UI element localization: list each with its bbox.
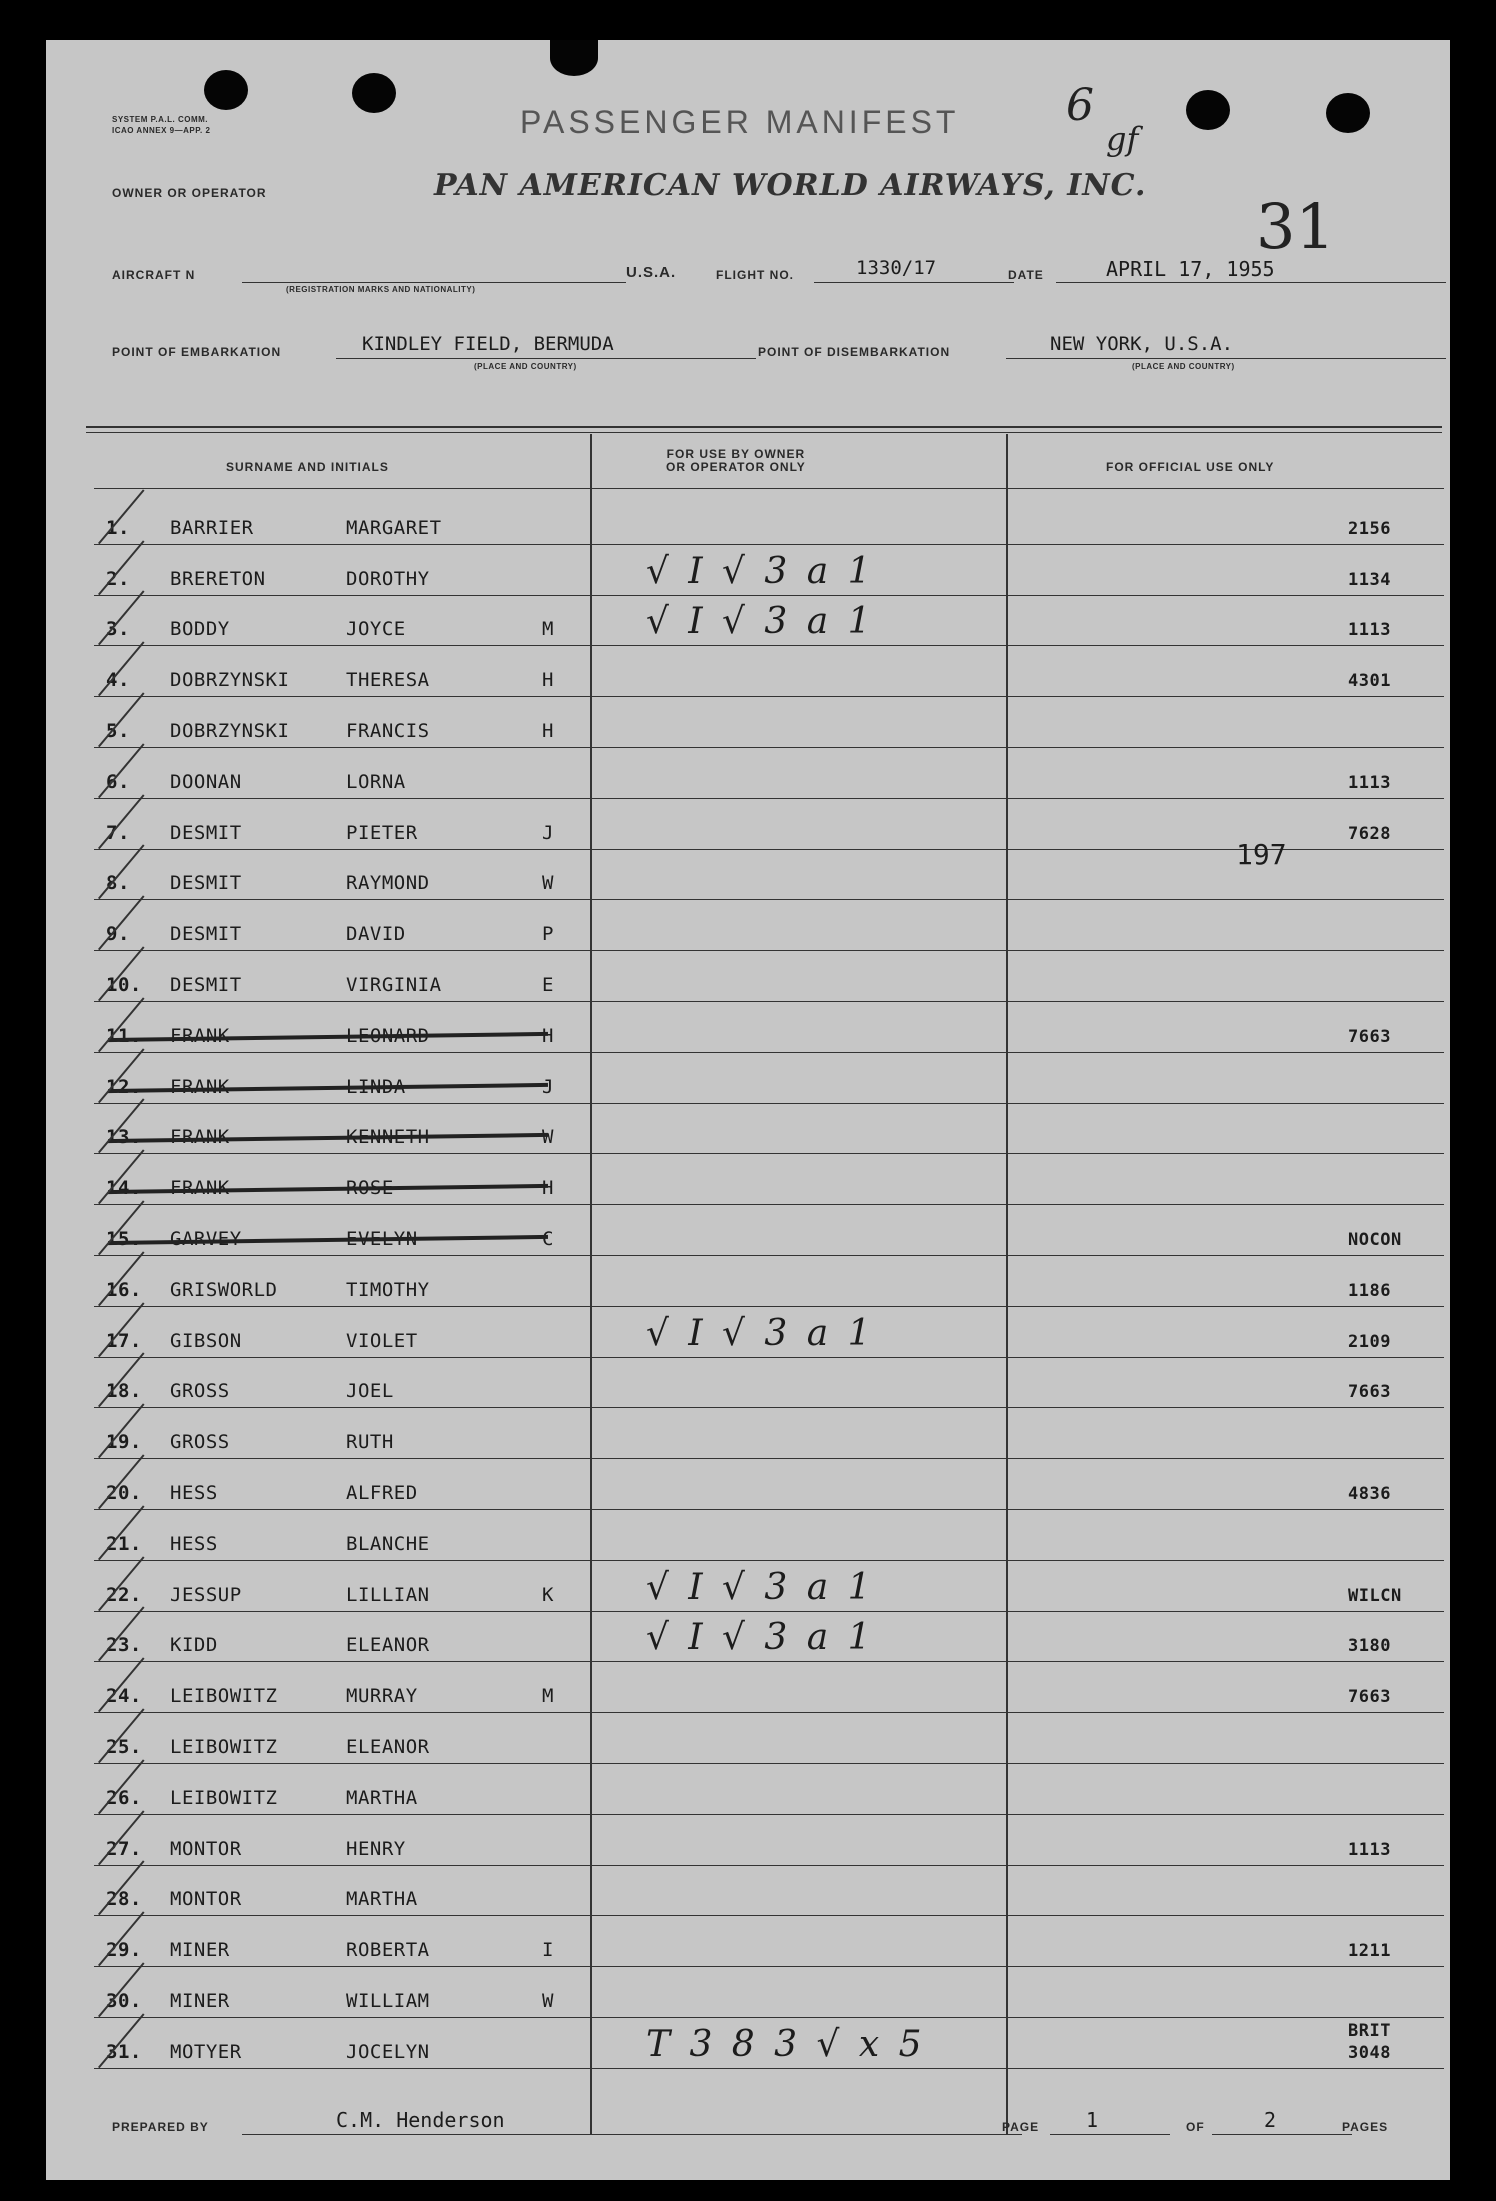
disembark-line [1006,358,1446,359]
passenger-surname: LEIBOWITZ [170,1735,278,1758]
table-top-rule2 [86,432,1442,433]
row-number: 27. [106,1837,142,1860]
embark-label: POINT OF EMBARKATION [112,345,282,359]
row-number: 7. [106,821,130,844]
passenger-initial: J [542,821,554,844]
prepared-line [242,2134,1022,2135]
corner-initials: gf [1106,120,1139,158]
official-code: 1211 [1348,1941,1391,1962]
official-code: 7663 [1348,1026,1391,1047]
row-number: 18. [106,1380,142,1403]
passenger-given-name: BLANCHE [346,1532,430,1555]
punch-hole-icon [204,70,248,110]
passenger-surname: DOBRZYNSKI [170,669,290,692]
official-code: NOCON [1348,1229,1402,1250]
table-row [46,1764,1450,1815]
owner-note: √ I √ 3 a 1 [646,1312,875,1354]
passenger-surname: JESSUP [170,1583,242,1606]
passenger-surname: KIDD [170,1634,218,1657]
row-number: 5. [106,719,130,742]
passenger-count: 31 [1256,190,1335,263]
official-code: WILCN [1348,1585,1402,1606]
passenger-given-name: KENNETH [346,1126,430,1149]
passenger-initial: I [542,1939,554,1962]
official-code: 1113 [1348,1839,1391,1860]
table-row [46,1662,1450,1713]
table-row [46,596,1450,647]
header-bottom-rule [94,488,1444,489]
row-number: 17. [106,1329,142,1352]
passenger-initial: W [542,1989,554,2012]
passenger-given-name: MURRAY [346,1685,418,1708]
table-row [46,1561,1450,1612]
row-number: 6. [106,770,130,793]
column-header-surname: SURNAME AND INITIALS [226,460,389,474]
passenger-initial: J [542,1075,554,1098]
table-row [46,646,1450,697]
official-code: 7663 [1348,1382,1391,1403]
column-header-owner-line1: FOR USE BY OWNER [666,447,806,461]
row-number: 14. [106,1177,142,1200]
owner-note: √ I √ 3 a 1 [646,601,875,643]
passenger-initial: W [542,872,554,895]
passenger-surname: GIBSON [170,1329,242,1352]
registration-caption: (REGISTRATION MARKS AND NATIONALITY) [286,285,476,294]
table-row [46,1510,1450,1561]
disembark-value: NEW YORK, U.S.A. [1050,333,1234,355]
official-code: 2156 [1348,518,1391,539]
passenger-surname: DESMIT [170,973,242,996]
passenger-surname: FRANK [170,1024,230,1047]
table-row [46,1408,1450,1459]
passenger-given-name: LINDA [346,1075,406,1098]
owner-value: PAN AMERICAN WORLD AIRWAYS, INC. [434,168,1147,203]
table-row [46,1154,1450,1205]
official-code: 4301 [1348,671,1391,692]
table-row [46,1916,1450,1967]
nationality: U.S.A. [626,264,677,281]
table-row [46,1104,1450,1155]
passenger-given-name: DOROTHY [346,567,430,590]
passenger-given-name: LEONARD [346,1024,430,1047]
table-row [46,1866,1450,1917]
row-number: 22. [106,1583,142,1606]
passenger-initial: H [542,669,554,692]
passenger-initial: E [542,973,554,996]
passenger-initial: W [542,1126,554,1149]
owner-label: OWNER OR OPERATOR [112,186,267,200]
passenger-given-name: MARTHA [346,1888,418,1911]
page-label: PAGE [1002,2120,1040,2134]
official-code: 2109 [1348,1331,1391,1352]
official-code: 3180 [1348,1636,1391,1657]
row-number: 19. [106,1431,142,1454]
row-number: 13. [106,1126,142,1149]
official-code: 7663 [1348,1687,1391,1708]
official-code-top: BRIT [1348,2020,1391,2041]
passenger-surname: GROSS [170,1380,230,1403]
passenger-surname: HESS [170,1532,218,1555]
passenger-surname: GARVEY [170,1227,242,1250]
page-total: 2 [1264,2108,1277,2132]
passenger-surname: DESMIT [170,821,242,844]
row-number: 3. [106,618,130,641]
row-number: 26. [106,1786,142,1809]
passenger-initial: K [542,1583,554,1606]
passenger-given-name: TIMOTHY [346,1278,430,1301]
passenger-surname: LEIBOWITZ [170,1786,278,1809]
official-code: 1186 [1348,1280,1391,1301]
row-number: 11. [106,1024,142,1047]
row-number: 10. [106,973,142,996]
passenger-given-name: PIETER [346,821,418,844]
official-code: 1113 [1348,620,1391,641]
form-reference [112,114,210,136]
table-row [46,1967,1450,2018]
official-code: 3048 [1348,2042,1391,2063]
passenger-given-name: THERESA [346,669,430,692]
table-row [46,1358,1450,1409]
aircraft-line [242,282,626,283]
passenger-given-name: JOYCE [346,618,406,641]
row-number: 25. [106,1735,142,1758]
official-code: 7628 [1348,823,1391,844]
passenger-given-name: DAVID [346,923,406,946]
row-number: 29. [106,1939,142,1962]
form-reference-line2: ICAO ANNEX 9—APP. 2 [112,126,211,135]
passenger-surname: DESMIT [170,872,242,895]
flight-date: APRIL 17, 1955 [1106,257,1275,281]
manifest-sheet [46,40,1450,2180]
passenger-initial: M [542,1685,554,1708]
embark-value: KINDLEY FIELD, BERMUDA [362,333,614,355]
passenger-surname: BRERETON [170,567,266,590]
table-row [46,697,1450,748]
passenger-initial: M [542,618,554,641]
table-row [46,1256,1450,1307]
passenger-given-name: RAYMOND [346,872,430,895]
disembark-place-caption: (PLACE AND COUNTRY) [1132,362,1235,371]
pages-label: PAGES [1342,2120,1389,2134]
table-row [46,900,1450,951]
form-reference-line1: SYSTEM P.A.L. COMM. [112,115,209,124]
disembark-label: POINT OF DISEMBARKATION [758,345,951,359]
row-number: 4. [106,669,130,692]
passenger-given-name: HENRY [346,1837,406,1860]
passenger-surname: FRANK [170,1126,230,1149]
prepared-value: C.M. Henderson [336,2108,505,2132]
row-number: 20. [106,1481,142,1504]
table-row [46,1205,1450,1256]
table-row [46,1053,1450,1104]
row-number: 30. [106,1989,142,2012]
table-row [46,951,1450,1002]
column-header-official: FOR OFFICIAL USE ONLY [1106,460,1275,474]
passenger-surname: MINER [170,1989,230,2012]
passenger-given-name: ALFRED [346,1481,418,1504]
embark-line [336,358,756,359]
passenger-surname: GROSS [170,1431,230,1454]
passenger-given-name: LILLIAN [346,1583,430,1606]
table-row [46,748,1450,799]
punch-hole-icon [352,73,396,113]
row-number: 16. [106,1278,142,1301]
table-row [46,1815,1450,1866]
passenger-given-name: WILLIAM [346,1989,430,2012]
punch-hole-icon [1186,90,1230,130]
passenger-given-name: MARTHA [346,1786,418,1809]
passenger-surname: BODDY [170,618,230,641]
flight-label: FLIGHT NO. [716,268,794,282]
table-top-rule [86,426,1442,428]
column-header-owner-line2: OR OPERATOR ONLY [666,460,806,474]
passenger-given-name: ELEANOR [346,1735,430,1758]
official-code: 1113 [1348,772,1391,793]
table-row [46,1002,1450,1053]
passenger-surname: MONTOR [170,1837,242,1860]
passenger-surname: BARRIER [170,516,254,539]
passenger-given-name: RUTH [346,1431,394,1454]
embark-place-caption: (PLACE AND COUNTRY) [474,362,577,371]
official-code: 4836 [1348,1483,1391,1504]
passenger-given-name: EVELYN [346,1227,418,1250]
passenger-surname: MONTOR [170,1888,242,1911]
table-row [46,1459,1450,1510]
row-number: 15. [106,1227,142,1250]
passenger-given-name: ELEANOR [346,1634,430,1657]
flight-line [814,282,1014,283]
passenger-initial: H [542,1024,554,1047]
row-number: 12. [106,1075,142,1098]
punch-hole-icon [1326,93,1370,133]
passenger-given-name: JOEL [346,1380,394,1403]
date-line [1056,282,1446,283]
passenger-given-name: ROSE [346,1177,394,1200]
punch-hole-icon [550,40,598,76]
page-line [1050,2134,1170,2135]
passenger-given-name: ROBERTA [346,1939,430,1962]
of-label: OF [1186,2120,1205,2134]
passenger-initial: H [542,1177,554,1200]
row-rule [94,2068,1444,2069]
row-number: 21. [106,1532,142,1555]
passenger-given-name: VIRGINIA [346,973,442,996]
passenger-given-name: LORNA [346,770,406,793]
row-number: 23. [106,1634,142,1657]
date-label: DATE [1008,268,1044,282]
row-number: 2. [106,567,130,590]
column-header-owner [666,448,806,474]
passenger-initial: C [542,1227,554,1250]
table-row [46,494,1450,545]
official-code: 1134 [1348,569,1391,590]
row-number: 31. [106,2040,142,2063]
corner-number: 6 [1066,80,1094,131]
passenger-surname: HESS [170,1481,218,1504]
prepared-label: PREPARED BY [112,2120,209,2134]
aircraft-label: AIRCRAFT N [112,268,196,282]
passenger-surname: FRANK [170,1075,230,1098]
table-row [46,1713,1450,1764]
row-number: 28. [106,1888,142,1911]
table-row [46,1307,1450,1358]
passenger-given-name: JOCELYN [346,2040,430,2063]
stamp-number: 197 [1236,838,1287,871]
passenger-given-name: VIOLET [346,1329,418,1352]
owner-note: √ I √ 3 a 1 [646,550,875,592]
passenger-surname: LEIBOWITZ [170,1685,278,1708]
table-row [46,2018,1450,2069]
passenger-given-name: FRANCIS [346,719,430,742]
row-number: 8. [106,872,130,895]
passenger-surname: DOONAN [170,770,242,793]
page-number: 1 [1086,2108,1099,2132]
owner-note: T 3 8 3 √ x 5 [646,2023,926,2065]
passenger-surname: DOBRZYNSKI [170,719,290,742]
page-title: PASSENGER MANIFEST [520,104,960,140]
table-row [46,545,1450,596]
passenger-surname: FRANK [170,1177,230,1200]
passenger-surname: GRISWORLD [170,1278,278,1301]
passenger-surname: DESMIT [170,923,242,946]
owner-note: √ I √ 3 a 1 [646,1617,875,1659]
owner-note: √ I √ 3 a 1 [646,1566,875,1608]
passenger-initial: H [542,719,554,742]
flight-number: 1330/17 [856,257,937,279]
passenger-surname: MOTYER [170,2040,242,2063]
passenger-given-name: MARGARET [346,516,442,539]
row-number: 9. [106,923,130,946]
of-line [1212,2134,1352,2135]
row-number: 24. [106,1685,142,1708]
row-number: 1. [106,516,130,539]
passenger-initial: P [542,923,554,946]
table-row [46,1612,1450,1663]
passenger-surname: MINER [170,1939,230,1962]
